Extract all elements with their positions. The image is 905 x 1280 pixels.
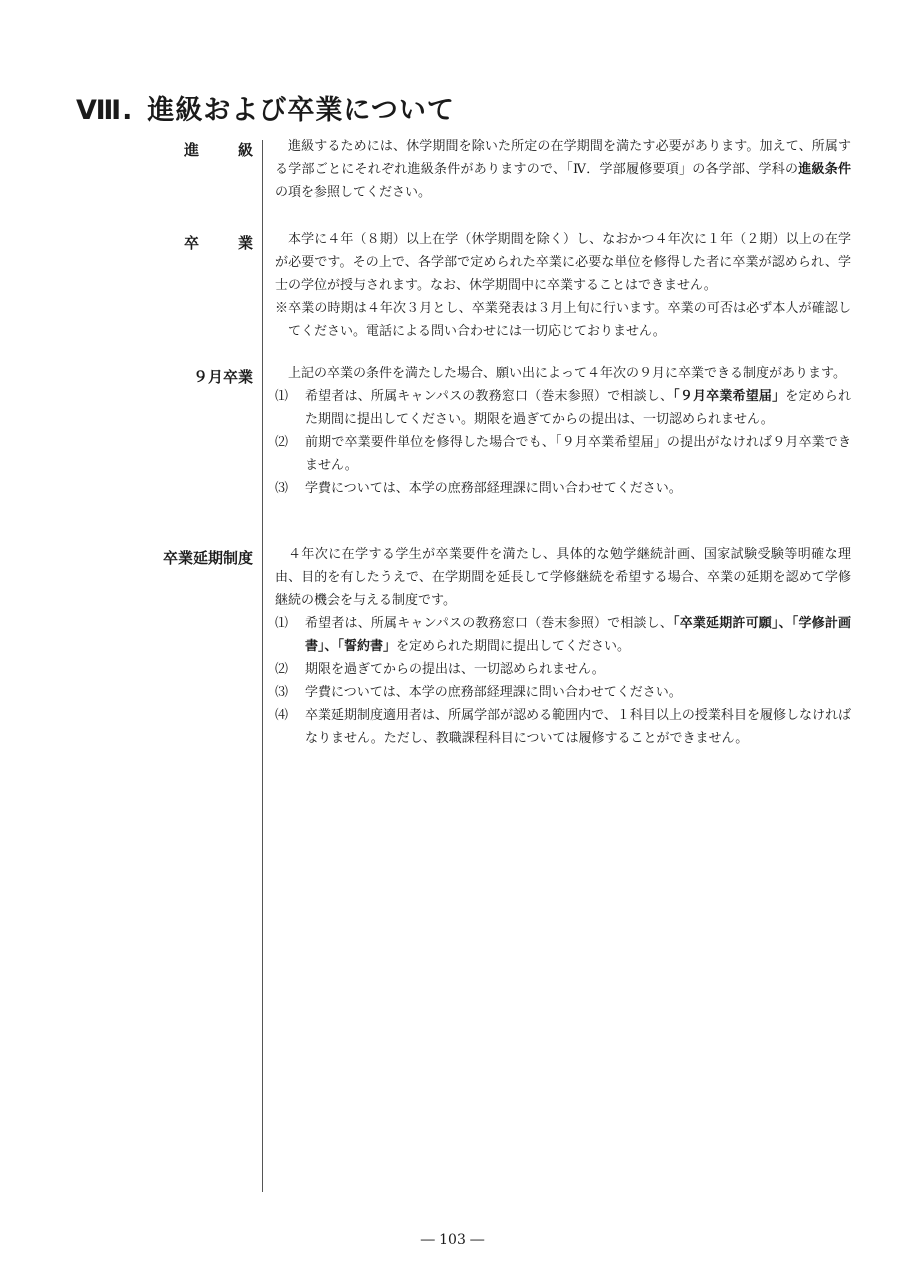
note: ※卒業の時期は４年次３月とし、卒業発表は３月上旬に行います。卒業の可否は必ず本人が確認してください。電話による問い合わせには一切応じておりません。 <box>275 301 851 339</box>
text: 卒業延期制度適用者は、所属学部が認める範囲内で、１科目以上の授業科目を履修しなければなりません。ただし、教職課程科目については履修することができません。 <box>305 708 851 746</box>
text: 学費については、本学の庶務部経理課に問い合わせてください。 <box>305 685 682 700</box>
text: 期限を過ぎてからの提出は、一切認められません。 <box>305 662 605 677</box>
text: 希望者は、所属キャンパスの教務窓口（巻末参照）で相談し、 <box>305 389 674 404</box>
paragraph <box>275 135 851 204</box>
section-label-promotion: 進 級 <box>183 141 265 159</box>
section-label-september-graduation: ９月卒業 <box>192 368 253 386</box>
section-label-graduation-deferral: 卒業延期制度 <box>162 549 253 567</box>
list-item <box>275 477 851 500</box>
section-body-graduation <box>275 228 851 343</box>
text: を定められた期間に提出してください。期限を過ぎてからの提出は、一切認められません。 <box>305 389 851 427</box>
bold-text: 「９月卒業希望届」 <box>673 389 786 404</box>
item-marker: ⑶ <box>275 685 289 700</box>
list-item <box>275 704 851 750</box>
item-marker: ⑴ <box>275 616 289 631</box>
item-marker: ⑵ <box>275 662 289 677</box>
paragraph: ４年次に在学する学生が卒業要件を満たし、具体的な勉学継続計画、国家試験受験等明確な理由、目的を有したうえで、在学期間を延長して学修継続を希望する場合、卒業の延期を認めて学修継続の機会を与える制度です。 <box>275 547 851 608</box>
list-item <box>275 612 851 658</box>
text: の項を参照してください。 <box>275 185 432 200</box>
item-list <box>275 385 851 500</box>
item-marker: ⑷ <box>275 708 289 723</box>
paragraph: 上記の卒業の条件を満たした場合、願い出によって４年次の９月に卒業できる制度があります。 <box>288 366 846 381</box>
text: 希望者は、所属キャンパスの教務窓口（巻末参照）で相談し、 <box>305 616 674 631</box>
column-divider <box>262 140 263 1192</box>
text: を定められた期間に提出してください。 <box>396 639 631 654</box>
text: 前期で卒業要件単位を修得した場合でも、「９月卒業希望届」の提出がなければ９月卒業できません。 <box>305 435 851 473</box>
list-item <box>275 385 851 431</box>
list-item <box>275 658 851 681</box>
bold-text: 進級条件 <box>798 162 851 177</box>
item-marker: ⑶ <box>275 481 289 496</box>
item-marker: ⑵ <box>275 435 289 450</box>
section-body-september-graduation <box>275 362 851 500</box>
bold-text: 「卒業延期許可願」、「学修計画書」、「誓約書」 <box>305 616 851 654</box>
text: 学費については、本学の庶務部経理課に問い合わせてください。 <box>305 481 682 496</box>
paragraph: 本学に４年（８期）以上在学（休学期間を除く）し、なおかつ４年次に１年（２期）以上の在学が必要です。その上で、各学部で定められた卒業に必要な単位を修得した者に卒業が認められ、学士の学位が授与されます。なお、休学期間中に卒業することはできません。 <box>275 232 851 293</box>
list-item <box>275 431 851 477</box>
section-label-graduation: 卒 業 <box>183 234 265 252</box>
text: 進級するためには、休学期間を除いた所定の在学期間を満たす必要があります。加えて、所属する学部ごとにそれぞれ進級条件がありますので、「Ⅳ．学部履修要項」の各学部、学科の <box>275 139 851 177</box>
page-number: ― 103 ― <box>420 1232 485 1248</box>
item-list <box>275 612 851 750</box>
item-marker: ⑴ <box>275 389 289 404</box>
list-item <box>275 681 851 704</box>
chapter-number: Ⅷ. <box>76 95 134 126</box>
section-body-graduation-deferral <box>275 543 851 750</box>
chapter-title: 進級および卒業について <box>147 95 455 126</box>
section-body-promotion <box>275 135 851 204</box>
page-title <box>76 88 455 127</box>
